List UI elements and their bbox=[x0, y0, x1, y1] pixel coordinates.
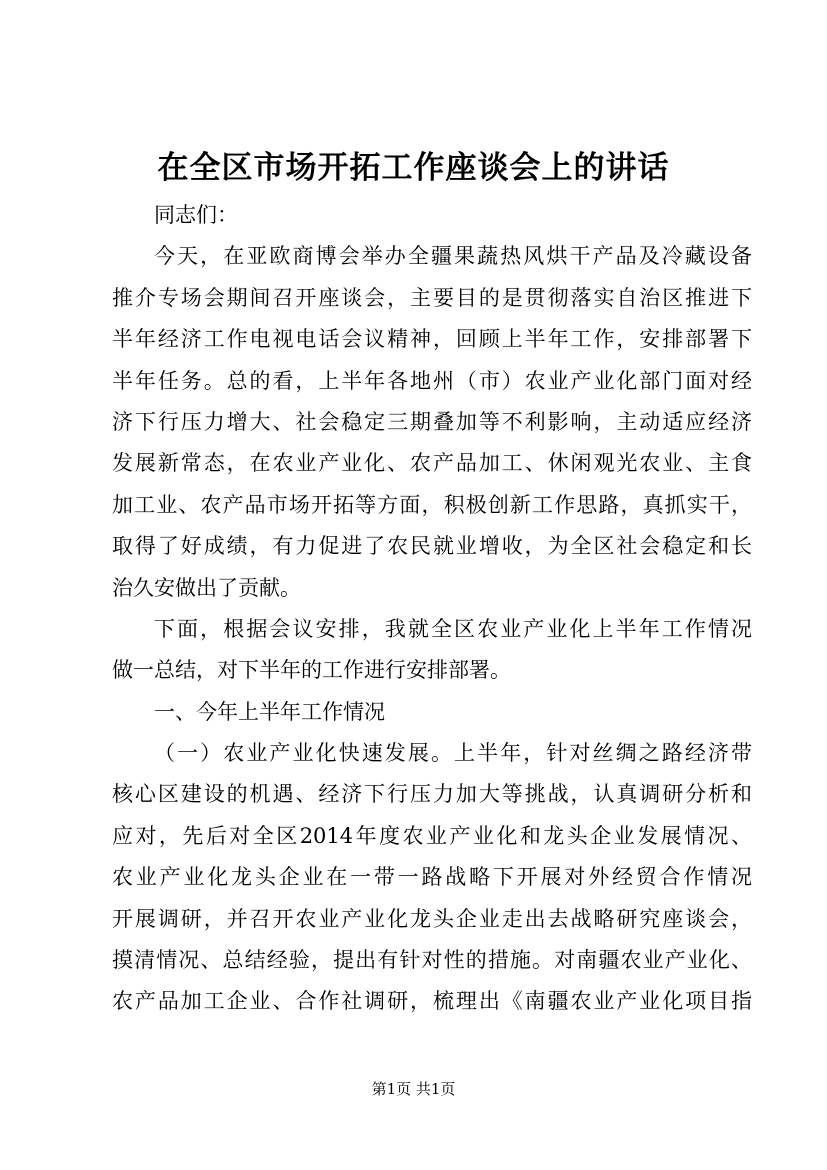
body-line: 半年经济工作电视电话会议精神，回顾上半年工作，安排部署下 bbox=[112, 327, 752, 352]
document-body bbox=[112, 195, 752, 1023]
body-line: 开展调研，并召开农业产业化龙头企业走出去战略研究座谈会， bbox=[112, 906, 752, 931]
body-line: 农产品加工企业、合作社调研，梳理出《南疆农业产业化项目指 bbox=[112, 989, 752, 1014]
body-line: 半年任务。总的看，上半年各地州（市）农业产业化部门面对经 bbox=[112, 368, 752, 393]
body-line: 下面，根据会议安排，我就全区农业产业化上半年工作情况 bbox=[154, 616, 752, 641]
body-line: 应对，先后对全区2014年度农业产业化和龙头企业发展情况、 bbox=[112, 823, 752, 848]
body-line: 核心区建设的机遇、经济下行压力加大等挑战，认真调研分析和 bbox=[112, 782, 752, 807]
body-line: 农业产业化龙头企业在一带一路战略下开展对外经贸合作情况 bbox=[112, 865, 752, 890]
body-line: 济下行压力增大、社会稳定三期叠加等不利影响，主动适应经济 bbox=[112, 409, 752, 434]
body-line: 摸清情况、总结经验，提出有针对性的措施。对南疆农业产业化、 bbox=[112, 948, 752, 973]
body-line: 治久安做出了贡献。 bbox=[112, 575, 301, 600]
body-line: 取得了好成绩，有力促进了农民就业增收，为全区社会稳定和长 bbox=[112, 534, 752, 559]
page-number-footer: 第1页 共1页 bbox=[371, 1080, 456, 1098]
body-line: （一）农业产业化快速发展。上半年，针对丝绸之路经济带 bbox=[154, 741, 752, 766]
body-line: 推介专场会期间召开座谈会，主要目的是贯彻落实自治区推进下 bbox=[112, 285, 752, 310]
section-heading: 一、今年上半年工作情况 bbox=[154, 699, 385, 724]
body-line: 发展新常态，在农业产业化、农产品加工、休闲观光农业、主食 bbox=[112, 451, 752, 476]
body-line: 今天，在亚欧商博会举办全疆果蔬热风烘干产品及冷藏设备 bbox=[154, 244, 752, 269]
body-line: 加工业、农产品市场开拓等方面，积极创新工作思路，真抓实干， bbox=[112, 492, 752, 517]
body-line: 做一总结，对下半年的工作进行安排部署。 bbox=[112, 658, 511, 683]
salutation-line: 同志们： bbox=[154, 203, 238, 227]
document-title: 在全区市场开拓工作座谈会上的讲话 bbox=[157, 150, 670, 186]
